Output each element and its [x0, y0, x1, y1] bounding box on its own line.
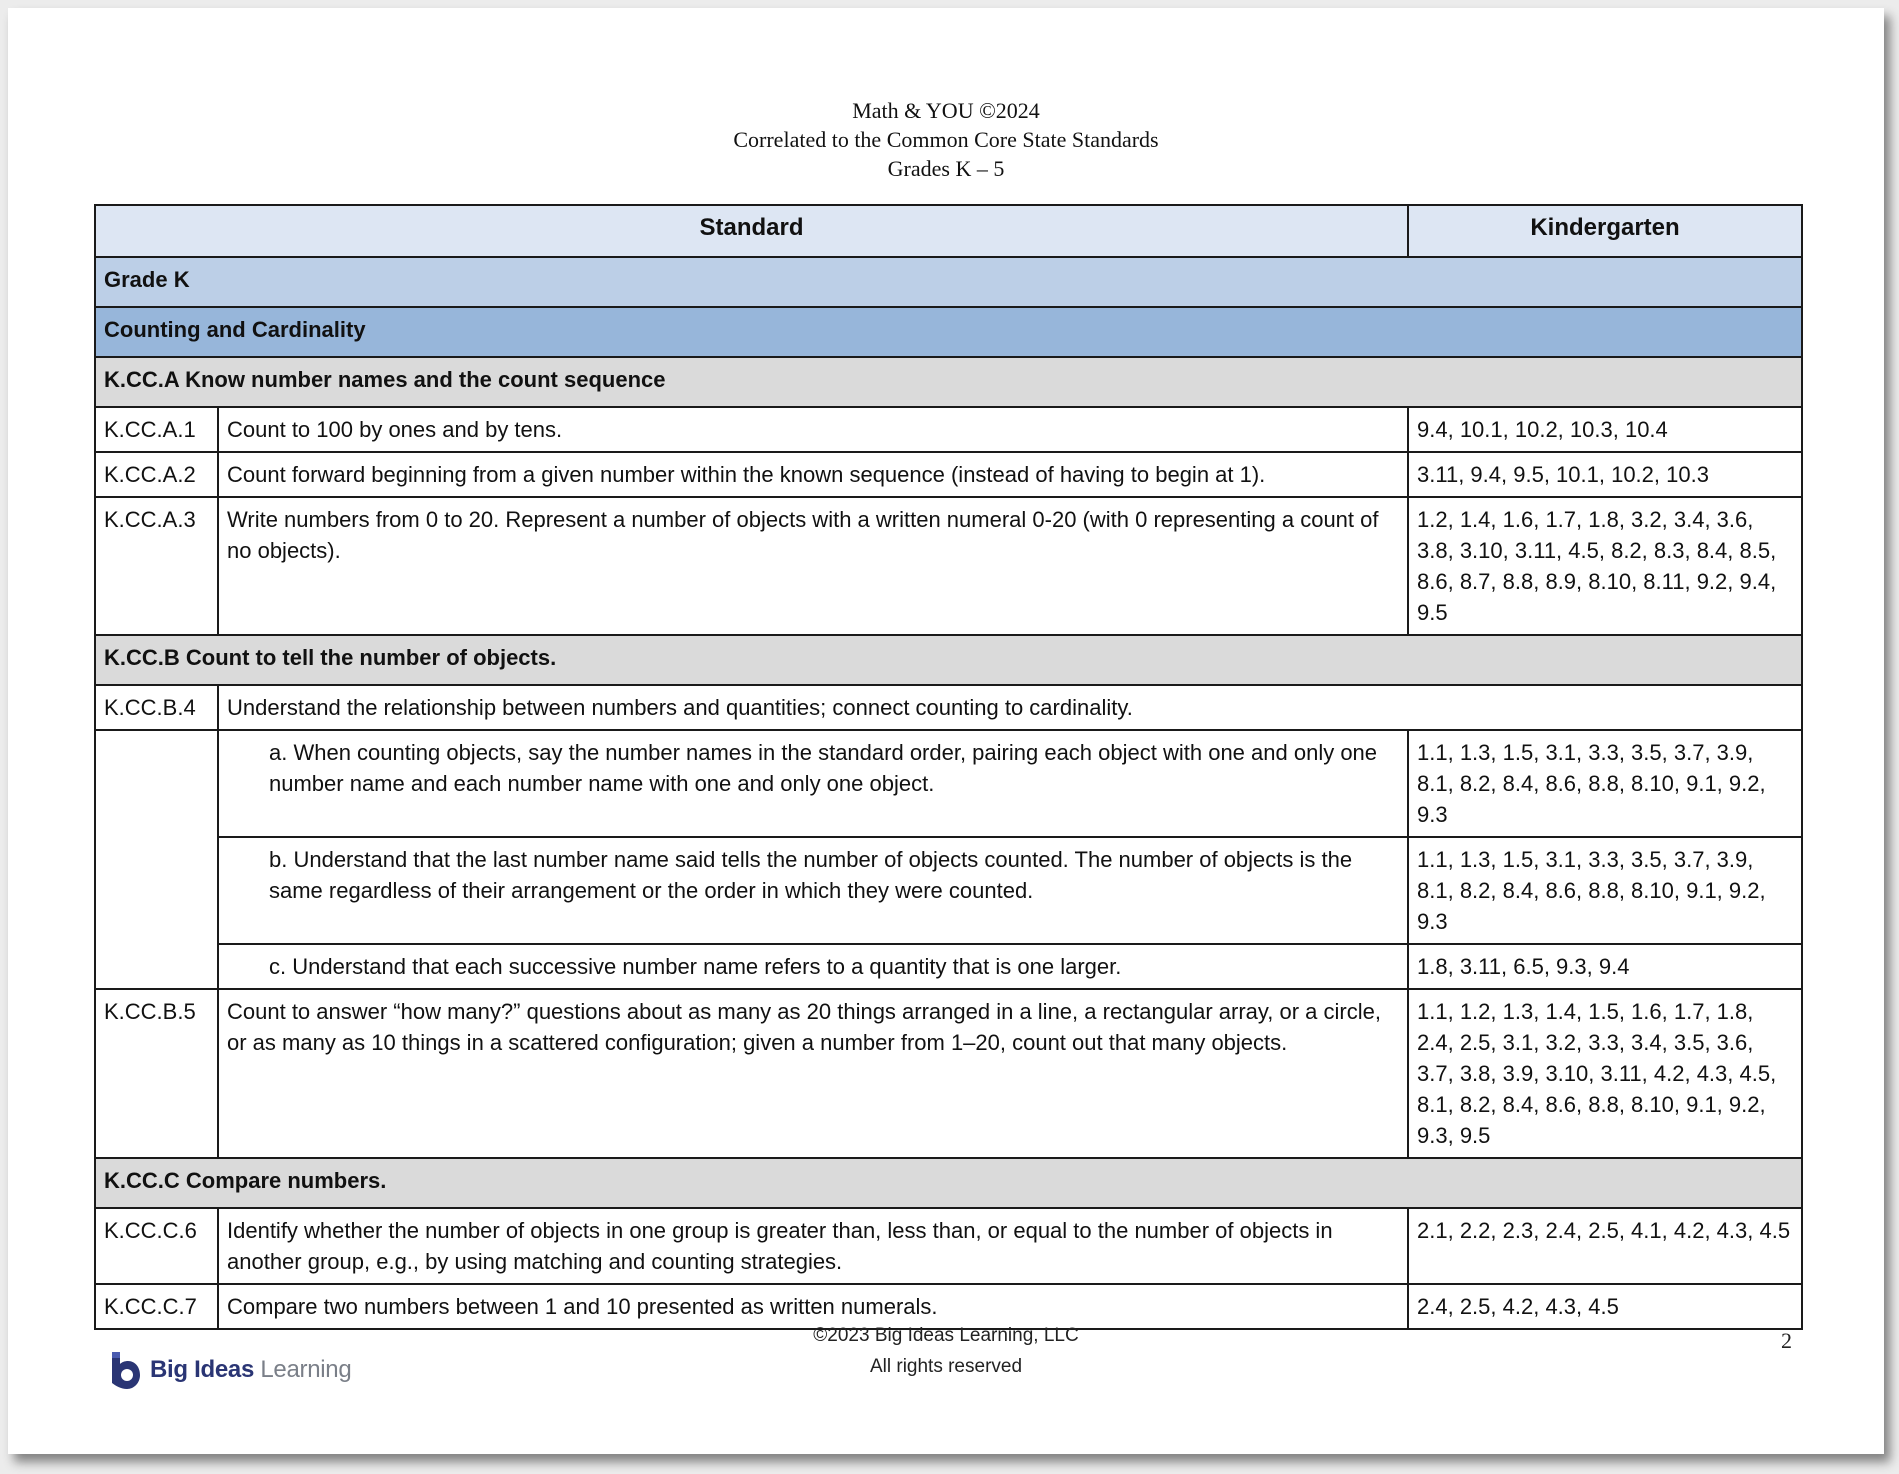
standard-code: K.CC.A.2 — [95, 452, 218, 497]
lesson-list: 1.8, 3.11, 6.5, 9.3, 9.4 — [1408, 944, 1802, 989]
cluster-label: K.CC.C Compare numbers. — [95, 1158, 1802, 1208]
lesson-list: 1.1, 1.3, 1.5, 3.1, 3.3, 3.5, 3.7, 3.9, 8.1, 8.2, 8.4, 8.6, 8.8, 8.10, 9.1, 9.2, 9.3 — [1408, 837, 1802, 944]
big-ideas-logo — [108, 1350, 351, 1390]
lesson-list: 1.1, 1.2, 1.3, 1.4, 1.5, 1.6, 1.7, 1.8, 2.4, 2.5, 3.1, 3.2, 3.3, 3.4, 3.5, 3.6, 3.7, 3.8, 3.9, 3.10, 3.11, 4.2, 4.3, 4.5, 8.1, 8.2, 8.4, 8.6, 8.8, 8.10, 9.1, 9.2, 9.3, 9.5 — [1408, 989, 1802, 1158]
sub-standard-text: c. Understand that each successive number name refers to a quantity that is one larger. — [218, 944, 1408, 989]
lesson-list: 1.2, 1.4, 1.6, 1.7, 1.8, 3.2, 3.4, 3.6, 3.8, 3.10, 3.11, 4.5, 8.2, 8.3, 8.4, 8.5, 8.6, 8.7, 8.8, 8.9, 8.10, 8.11, 9.2, 9.4, 9.5 — [1408, 497, 1802, 635]
standard-text: Write numbers from 0 to 20. Represent a number of objects with a written numeral 0-20 (with 0 representing a count of no objects). — [218, 497, 1408, 635]
logo-b-icon — [108, 1350, 142, 1390]
standard-code: K.CC.C.6 — [95, 1208, 218, 1284]
cluster-label: K.CC.A Know number names and the count sequence — [95, 357, 1802, 407]
empty-code-cell — [95, 730, 218, 989]
table-row — [95, 989, 1802, 1158]
lesson-list: 3.11, 9.4, 9.5, 10.1, 10.2, 10.3 — [1408, 452, 1802, 497]
sub-standard-text: b. Understand that the last number name said tells the number of objects counted. The number of objects is the same regardless of their arrangement or the order in which they were counted. — [218, 837, 1408, 944]
table-row — [95, 1208, 1802, 1284]
table-row — [95, 452, 1802, 497]
standard-text: Count forward beginning from a given number within the known sequence (instead of having to begin at 1). — [218, 452, 1408, 497]
standard-code: K.CC.B.5 — [95, 989, 218, 1158]
standard-text: Identify whether the number of objects in one group is greater than, less than, or equal to the number of objects in another group, e.g., by using matching and counting strategies. — [218, 1208, 1408, 1284]
column-header-kindergarten: Kindergarten — [1408, 205, 1802, 257]
cluster-label: K.CC.B Count to tell the number of objects. — [95, 635, 1802, 685]
table-row — [95, 497, 1802, 635]
document-header — [8, 96, 1884, 183]
standard-text: Count to 100 by ones and by tens. — [218, 407, 1408, 452]
column-header-standard: Standard — [95, 205, 1408, 257]
lesson-list: 9.4, 10.1, 10.2, 10.3, 10.4 — [1408, 407, 1802, 452]
grade-row — [95, 257, 1802, 307]
standard-code: K.CC.C.7 — [95, 1284, 218, 1329]
grade-label: Grade K — [95, 257, 1802, 307]
lesson-list: 2.4, 2.5, 4.2, 4.3, 4.5 — [1408, 1284, 1802, 1329]
standard-code: K.CC.A.1 — [95, 407, 218, 452]
cluster-row — [95, 357, 1802, 407]
header-subtitle: Correlated to the Common Core State Standards — [733, 127, 1159, 152]
standard-text: Understand the relationship between numbers and quantities; connect counting to cardinality. — [218, 685, 1802, 730]
sub-standard-text: a. When counting objects, say the number names in the standard order, pairing each object with one and only one number name and each number name with one and only one object. — [218, 730, 1408, 837]
footer-rights: All rights reserved — [869, 1356, 1023, 1377]
page-number: 2 — [1781, 1328, 1792, 1353]
standard-code: K.CC.B.4 — [95, 685, 218, 730]
table-row — [95, 730, 1802, 837]
logo-text-bold: Big Ideas — [150, 1356, 254, 1383]
logo-text-light: Learning — [260, 1356, 352, 1383]
document-page — [8, 8, 1884, 1454]
table-row — [95, 407, 1802, 452]
cluster-row — [95, 635, 1802, 685]
logo-wordmark — [150, 1356, 351, 1384]
table-row — [95, 944, 1802, 989]
table-row — [95, 837, 1802, 944]
lesson-list: 1.1, 1.3, 1.5, 3.1, 3.3, 3.5, 3.7, 3.9, 8.1, 8.2, 8.4, 8.6, 8.8, 8.10, 9.1, 9.2, 9.3 — [1408, 730, 1802, 837]
table-row — [95, 685, 1802, 730]
table-header-row — [95, 205, 1802, 257]
header-grades: Grades K – 5 — [887, 156, 1005, 181]
standard-code: K.CC.A.3 — [95, 497, 218, 635]
domain-row — [95, 307, 1802, 357]
header-title: Math & YOU ©2024 — [852, 98, 1040, 123]
domain-label: Counting and Cardinality — [95, 307, 1802, 357]
footer-copyright: ©2023 Big Ideas Learning, LLC — [813, 1325, 1079, 1346]
lesson-list: 2.1, 2.2, 2.3, 2.4, 2.5, 4.1, 4.2, 4.3, 4.5 — [1408, 1208, 1802, 1284]
standard-text: Count to answer “how many?” questions about as many as 20 things arranged in a line, a rectangular array, or a circle, or as many as 10 things in a scattered configuration; given a number from 1–20, count out that many objects. — [218, 989, 1408, 1158]
standards-table — [94, 204, 1803, 1330]
standard-text: Compare two numbers between 1 and 10 presented as written numerals. — [218, 1284, 1408, 1329]
cluster-row — [95, 1158, 1802, 1208]
